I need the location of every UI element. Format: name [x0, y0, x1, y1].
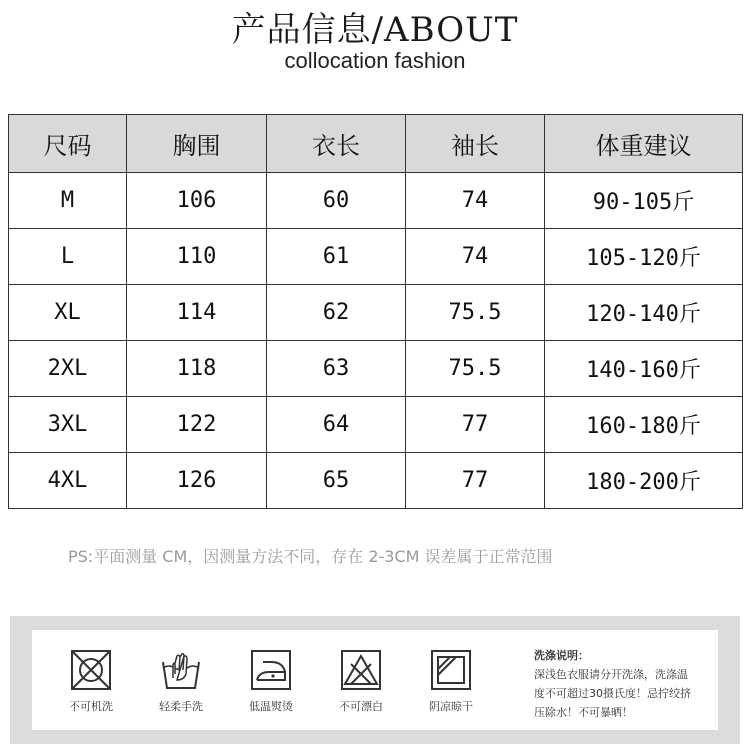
table-cell: 74 — [406, 173, 545, 229]
care-label: 不可机洗 — [69, 700, 113, 713]
table-cell: 77 — [406, 397, 545, 453]
care-label: 低温熨烫 — [249, 700, 293, 713]
care-item-hand-wash — [144, 648, 218, 714]
care-item-no-machine-wash — [54, 648, 128, 714]
table-cell: L — [9, 229, 127, 285]
table-cell: 75.5 — [406, 285, 545, 341]
table-row — [9, 397, 743, 453]
table-cell: 77 — [406, 453, 545, 509]
wash-instructions-line: 深浅色衣服请分开洗涤，洗涤温 — [534, 668, 688, 681]
care-panel-inner — [32, 630, 718, 730]
care-item-shade-dry — [414, 648, 488, 714]
table-cell: 90-105斤 — [545, 173, 743, 229]
table-cell: 106 — [127, 173, 267, 229]
low-temp-iron-icon — [249, 648, 293, 692]
table-cell: 62 — [267, 285, 406, 341]
table-cell: 120-140斤 — [545, 285, 743, 341]
table-cell: 74 — [406, 229, 545, 285]
table-cell: 64 — [267, 397, 406, 453]
wash-instructions-line: 压除水！不可暴晒！ — [534, 706, 633, 719]
table-row — [9, 173, 743, 229]
table-cell: 63 — [267, 341, 406, 397]
table-cell: 60 — [267, 173, 406, 229]
gentle-hand-wash-icon — [159, 648, 203, 692]
table-cell: 2XL — [9, 341, 127, 397]
table-row — [9, 341, 743, 397]
column-header-size: 尺码 — [9, 115, 127, 173]
table-cell: 65 — [267, 453, 406, 509]
column-header-length: 衣长 — [267, 115, 406, 173]
no-machine-wash-icon — [69, 648, 113, 692]
care-label: 轻柔手洗 — [159, 700, 203, 713]
table-cell: 180-200斤 — [545, 453, 743, 509]
table-row — [9, 453, 743, 509]
table-cell: XL — [9, 285, 127, 341]
table-row — [9, 229, 743, 285]
table-cell: 118 — [127, 341, 267, 397]
table-cell: 75.5 — [406, 341, 545, 397]
care-item-no-bleach — [324, 648, 398, 714]
care-item-low-temp-iron — [234, 648, 308, 714]
table-cell: 3XL — [9, 397, 127, 453]
table-cell: 126 — [127, 453, 267, 509]
wash-instructions-line: 度不可超过30摄氏度！忌拧绞挤 — [534, 687, 691, 700]
page-subtitle: collocation fashion — [284, 48, 466, 73]
table-header-row — [9, 115, 743, 173]
shade-dry-icon — [429, 648, 473, 692]
table-cell: 114 — [127, 285, 267, 341]
wash-instructions-title: 洗涤说明： — [534, 649, 589, 662]
no-bleach-icon — [339, 648, 383, 692]
measurement-note: PS:平面测量 CM，因测量方法不同，存在 2-3CM 误差属于正常范围 — [68, 547, 553, 566]
table-cell: 105-120斤 — [545, 229, 743, 285]
page-title: 产品信息/ABOUT — [231, 10, 519, 50]
wash-instructions — [534, 646, 714, 722]
table-cell: M — [9, 173, 127, 229]
table-row — [9, 285, 743, 341]
column-header-weight: 体重建议 — [545, 115, 743, 173]
table-cell: 160-180斤 — [545, 397, 743, 453]
table-cell: 110 — [127, 229, 267, 285]
care-label: 阴凉晾干 — [429, 700, 473, 713]
column-header-chest: 胸围 — [127, 115, 267, 173]
care-panel — [10, 616, 740, 744]
table-cell: 122 — [127, 397, 267, 453]
size-table — [8, 114, 743, 509]
table-cell: 4XL — [9, 453, 127, 509]
care-label: 不可漂白 — [339, 700, 383, 713]
table-cell: 61 — [267, 229, 406, 285]
column-header-sleeve: 袖长 — [406, 115, 545, 173]
table-cell: 140-160斤 — [545, 341, 743, 397]
